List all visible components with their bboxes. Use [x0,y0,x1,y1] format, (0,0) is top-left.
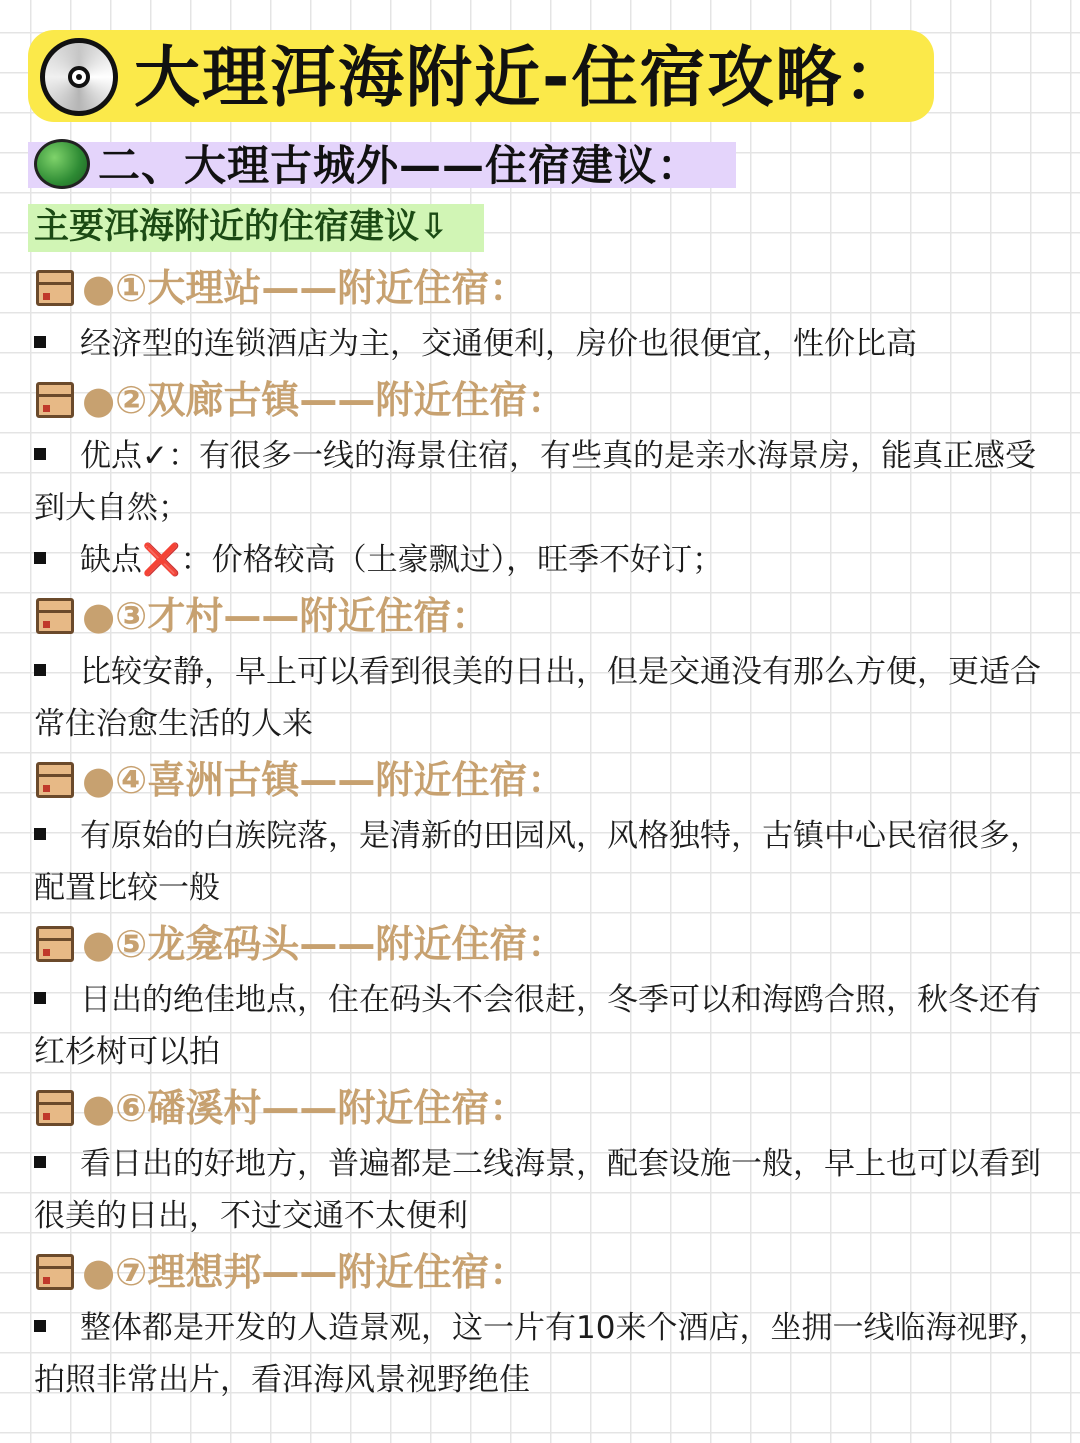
package-icon [36,762,74,798]
bullet-square-icon [34,336,46,348]
package-icon [36,1090,74,1126]
point-text: 看日出的好地方，普遍都是二线海景，配套设施一般，早上也可以看到很美的日出，不过交通不太便利 [34,1146,1041,1234]
subheading: 主要洱海附近的住宿建议⇩ [34,207,449,247]
point-text: 价格较高（土豪飘过），旺季不好订； [211,542,724,578]
cross-mark-icon: ❌ [142,542,181,578]
place-heading-label: ●⑤龙龛码头——附近住宿： [82,922,566,966]
cons-colon: ： [180,542,212,578]
package-icon [36,1254,74,1290]
cons-label: 缺点 [80,542,142,578]
package-icon [36,270,74,306]
bullet-square-icon [34,1156,46,1168]
place-heading-label: ●②双廊古镇——附近住宿： [82,378,566,422]
place-point [34,318,1054,370]
bullet-square-icon [34,552,46,564]
bullet-square-icon [34,448,46,460]
point-text: 经济型的连锁酒店为主，交通便利，房价也很便宜，性价比高 [80,326,917,362]
place-heading-label: ●①大理站——附近住宿： [82,266,528,310]
point-text: 有很多一线的海景住宿，有些真的是亲水海景房，能真正感受到大自然； [34,438,1036,526]
point-text: 整体都是开发的人造景观，这一片有10来个酒店，坐拥一线临海视野，拍照非常出片，看洱海风景视野绝佳 [34,1310,1050,1398]
place-point [34,1138,1054,1242]
place-point [34,1302,1054,1406]
place-heading-label: ●③才村——附近住宿： [82,594,490,638]
place-point [34,810,1054,914]
section-title: 二、大理古城外——住宿建议： [98,141,701,190]
bullet-square-icon [34,828,46,840]
bullet-square-icon [34,992,46,1004]
package-icon [36,382,74,418]
place-point [34,430,1054,534]
bullet-square-icon [34,664,46,676]
package-icon [36,926,74,962]
point-text: 比较安静，早上可以看到很美的日出，但是交通没有那么方便，更适合常住治愈生活的人来 [34,654,1041,742]
pros-label: 优点✓： [80,438,199,474]
point-text: 日出的绝佳地点，住在码头不会很赶，冬季可以和海鸥合照，秋冬还有红杉树可以拍 [34,982,1041,1070]
place-heading-label: ●⑦理想邦——附近住宿： [82,1250,528,1294]
place-heading-label: ●⑥磻溪村——附近住宿： [82,1086,528,1130]
cd-disc-icon [40,38,118,116]
place-point [34,974,1054,1078]
bullet-square-icon [34,1320,46,1332]
package-icon [36,598,74,634]
page-title: 大理洱海附近-住宿攻略： [134,39,912,116]
place-point [34,534,1054,586]
yarn-ball-icon [34,139,90,189]
place-heading-label: ●④喜洲古镇——附近住宿： [82,758,566,802]
point-text: 有原始的白族院落，是清新的田园风，风格独特，古镇中心民宿很多，配置比较一般 [34,818,1041,906]
place-point [34,646,1054,750]
